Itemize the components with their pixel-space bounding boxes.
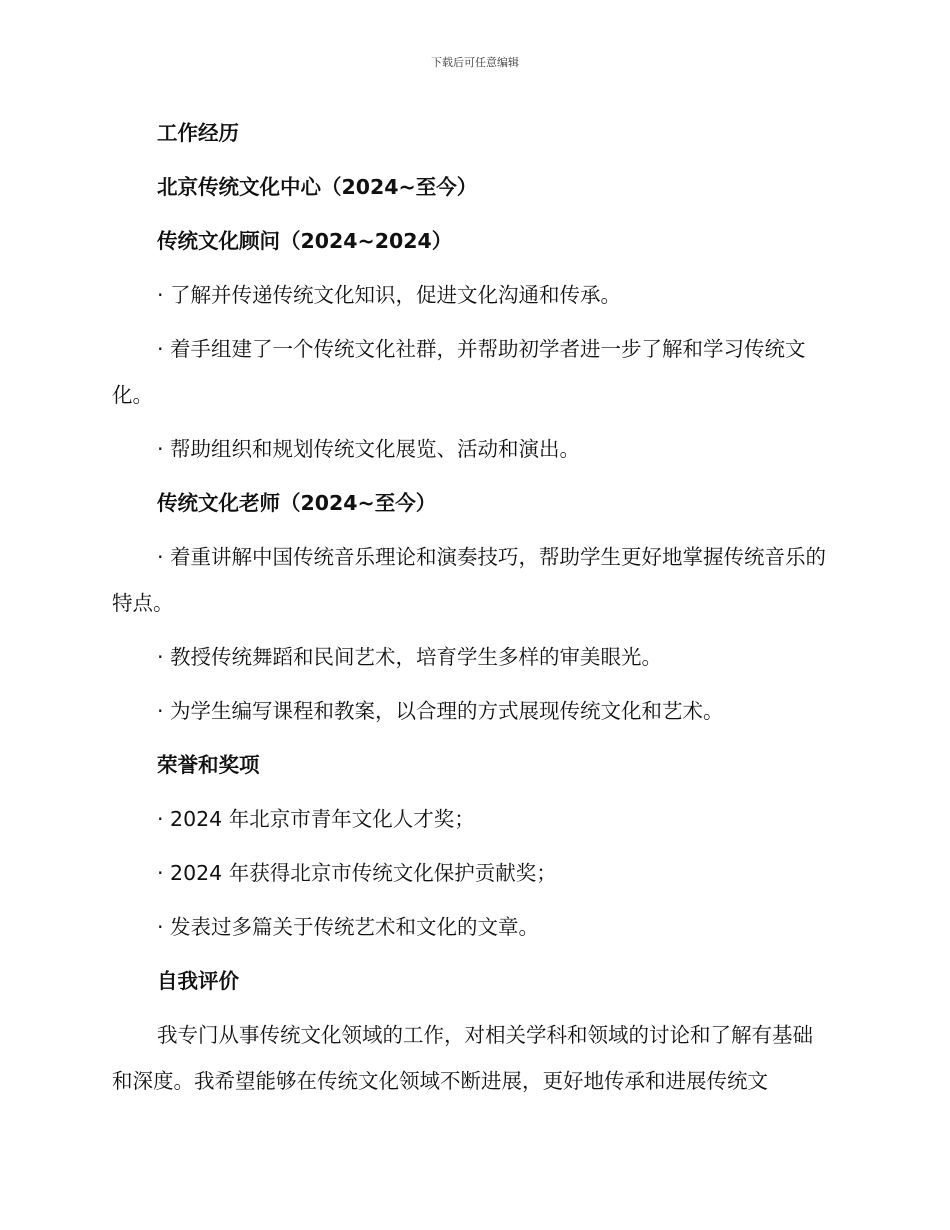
position-heading-teacher: 传统文化老师（2024~至今） xyxy=(157,491,437,515)
bullet-item: · 了解并传递传统文化知识，促进文化沟通和传承。 xyxy=(157,283,622,307)
bullet-item: · 帮助组织和规划传统文化展览、活动和演出。 xyxy=(157,437,581,461)
bullet-item: · 为学生编写课程和教案，以合理的方式展现传统文化和艺术。 xyxy=(157,699,724,723)
header-note: 下载后可任意编辑 xyxy=(431,56,519,69)
position-heading-advisor: 传统文化顾问（2024~2024） xyxy=(157,229,453,253)
section-heading-awards: 荣誉和奖项 xyxy=(157,753,260,777)
employer-heading: 北京传统文化中心（2024~至今） xyxy=(157,175,478,199)
bullet-item: · 发表过多篇关于传统艺术和文化的文章。 xyxy=(157,915,540,939)
bullet-item: · 2024 年获得北京市传统文化保护贡献奖； xyxy=(157,861,557,885)
section-heading-work-experience: 工作经历 xyxy=(157,121,239,145)
document-body xyxy=(112,110,832,1112)
bullet-item: · 2024 年北京市青年文化人才奖； xyxy=(157,807,475,831)
self-evaluation-paragraph: 我专门从事传统文化领域的工作，对相关学科和领域的讨论和了解有基础和深度。我希望能够在传统文化领域不断进展，更好地传承和进展传统文 xyxy=(112,1023,813,1093)
section-heading-self-evaluation: 自我评价 xyxy=(157,969,239,993)
bullet-item: · 着重讲解中国传统音乐理论和演奏技巧，帮助学生更好地掌握传统音乐的特点。 xyxy=(112,545,827,615)
bullet-item: · 教授传统舞蹈和民间艺术，培育学生多样的审美眼光。 xyxy=(157,645,663,669)
bullet-item: · 着手组建了一个传统文化社群，并帮助初学者进一步了解和学习传统文化。 xyxy=(112,337,806,407)
